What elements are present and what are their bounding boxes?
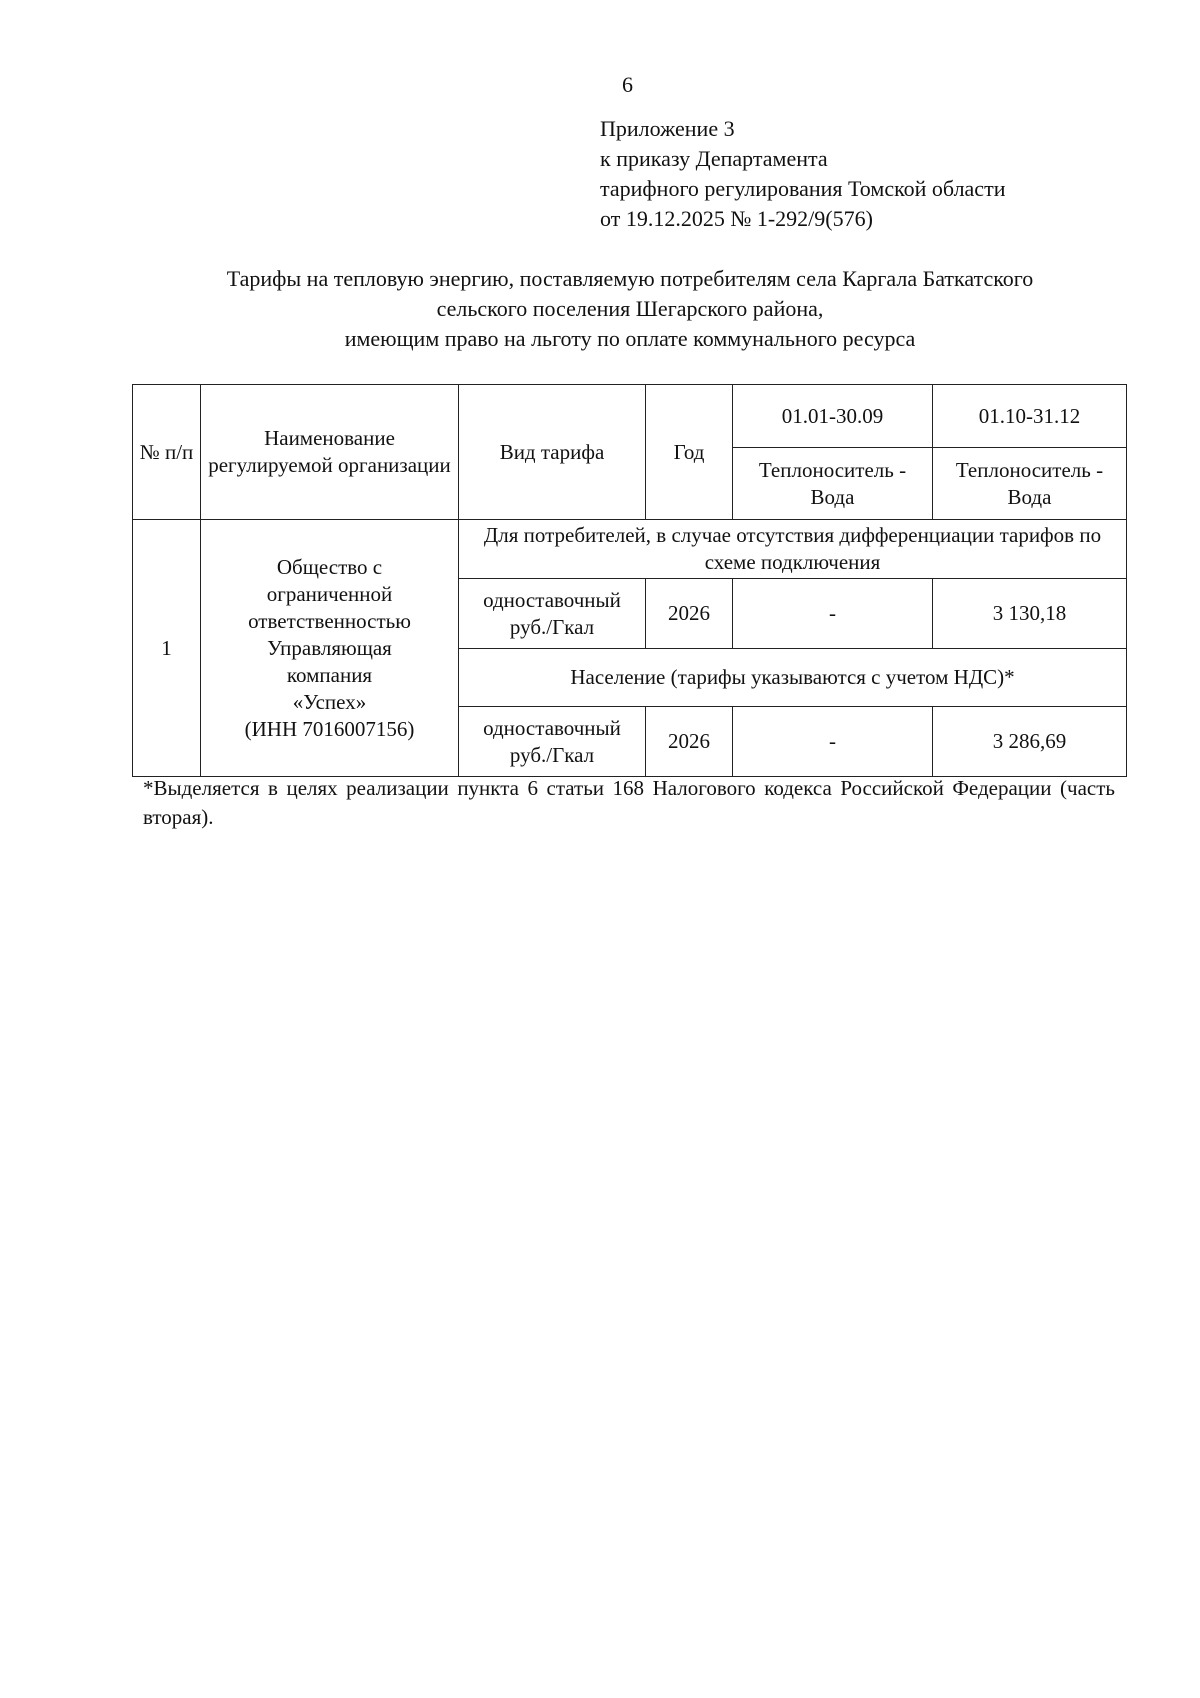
org-name-line: (ИНН 7016007156) [244, 716, 415, 741]
document-title [100, 264, 1160, 354]
group-label: Для потребителей, в случае отсутствия дифференциации тарифов по схеме подключения [459, 520, 1127, 579]
tariff-type-cell: одноставочный руб./Гкал [459, 707, 646, 777]
header-period-1: 01.01-30.09 [733, 385, 933, 448]
period-2-value: 3 130,18 [933, 579, 1127, 649]
footnote: *Выделяется в целях реализации пункта 6 статьи 168 Налогового кодекса Российской Федерации (часть вторая). [143, 776, 1115, 829]
org-name [201, 520, 459, 777]
title-line: имеющим право на льготу по оплате коммунального ресурса [344, 326, 916, 351]
header-num: № п/п [133, 385, 201, 520]
title-line: сельского поселения Шегарского района, [436, 296, 824, 321]
header-period-2: 01.10-31.12 [933, 385, 1127, 448]
title-line: Тарифы на тепловую энергию, поставляемую потребителям села Каргала Баткатского [226, 266, 1034, 291]
appendix-line: тарифного регулирования Томской области [600, 176, 1006, 201]
org-name-line: ответственностью [248, 608, 411, 633]
appendix-reference [600, 114, 1005, 234]
header-tariff-type: Вид тарифа [459, 385, 646, 520]
org-name-line: Общество с [276, 554, 383, 579]
row-num: 1 [133, 520, 201, 777]
period-1-value: - [733, 707, 933, 777]
org-name-line: Управляющая [267, 635, 392, 660]
group-label: Население (тарифы указываются с учетом НДС)* [459, 649, 1127, 707]
year-cell: 2026 [646, 707, 733, 777]
header-year: Год [646, 385, 733, 520]
period-2-value: 3 286,69 [933, 707, 1127, 777]
page-number: 6 [622, 72, 633, 97]
tariff-type-cell: одноставочный руб./Гкал [459, 579, 646, 649]
header-org: Наименование регулируемой организации [201, 385, 459, 520]
tariff-table [132, 384, 1127, 777]
org-name-line: ограниченной [266, 581, 393, 606]
header-carrier-2: Теплоноситель - Вода [933, 448, 1127, 520]
year-cell: 2026 [646, 579, 733, 649]
appendix-line: Приложение 3 [600, 116, 735, 141]
org-name-line: компания [286, 662, 373, 687]
org-name-line: «Успех» [292, 689, 367, 714]
appendix-line: от 19.12.2025 № 1-292/9(576) [600, 206, 873, 231]
period-1-value: - [733, 579, 933, 649]
header-carrier-1: Теплоноситель - Вода [733, 448, 933, 520]
appendix-line: к приказу Департамента [600, 146, 828, 171]
